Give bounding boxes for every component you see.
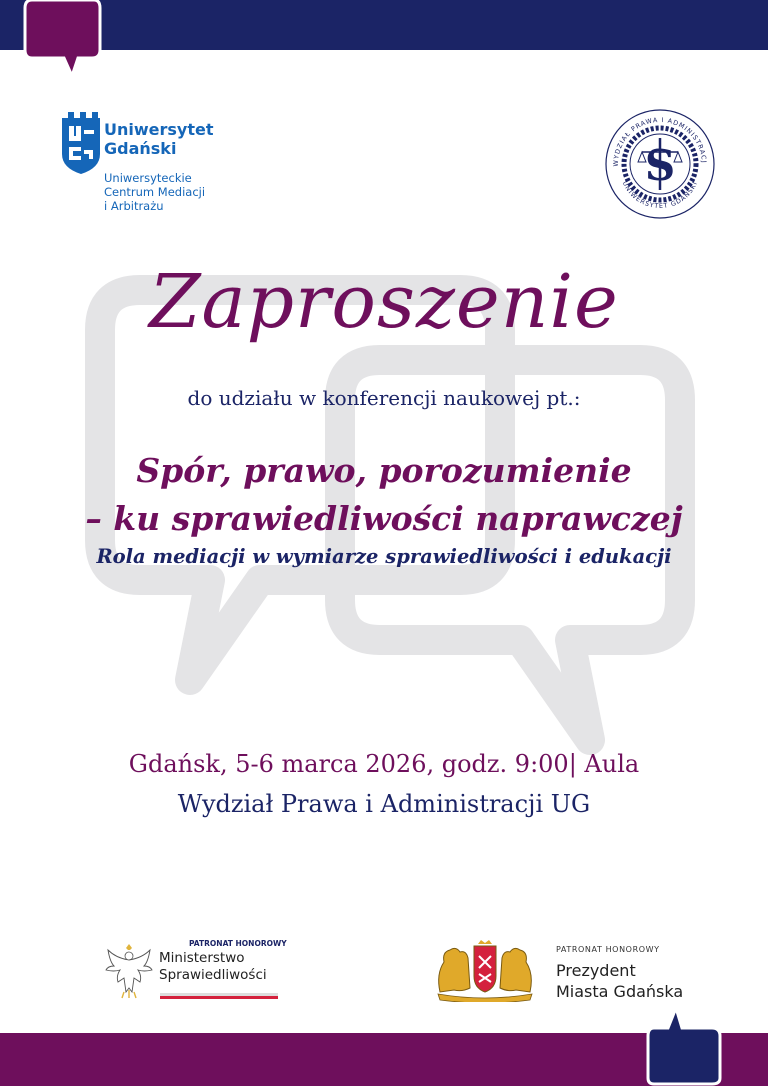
seal-bottom-text: UNIWERSYTET GDAŃSKI: [620, 179, 700, 211]
gdansk-coat-of-arms-icon: [432, 940, 538, 1002]
intro-text: do udziału w konferencji naukowej pt.:: [187, 386, 581, 410]
event-date-location: Gdańsk, 5-6 marca 2026, godz. 9:00| Aula: [128, 750, 640, 778]
ministry-name: Ministerstwo Sprawiedliwości: [159, 950, 267, 983]
headline: Zaproszenie: [149, 259, 619, 345]
ministry-patron-label: PATRONAT HONOROWY: [189, 939, 287, 948]
speech-bubble-icon: [22, 0, 102, 78]
top-navy-bar: [0, 0, 768, 50]
mayor-patron-label: PATRONAT HONOROWY: [556, 945, 660, 954]
speech-bubble-icon: [646, 1006, 722, 1086]
university-name: Uniwersytet Gdański: [104, 120, 214, 158]
faculty-seal-icon: [604, 108, 716, 220]
seal-top-text: WYDZIAŁ PRAWA I ADMINISTRACJ: [611, 115, 709, 167]
mayor-name: Prezydent Miasta Gdańska: [556, 961, 684, 1001]
conference-title-line1: Spór, prawo, porozumienie: [136, 451, 632, 490]
mediation-center-name: Uniwersyteckie Centrum Mediacji i Arbitrażu: [104, 171, 206, 213]
flag-stripe-red: [160, 996, 278, 999]
polish-eagle-icon: [104, 944, 154, 1000]
svg-text:S: S: [644, 141, 676, 190]
conference-subtitle: Rola mediacji w wymiarze sprawiedliwości i edukacji: [96, 545, 672, 568]
event-venue: Wydział Prawa i Administracji UG: [177, 790, 591, 818]
conference-title-line2: – ku sprawiedliwości naprawczej: [85, 499, 683, 538]
